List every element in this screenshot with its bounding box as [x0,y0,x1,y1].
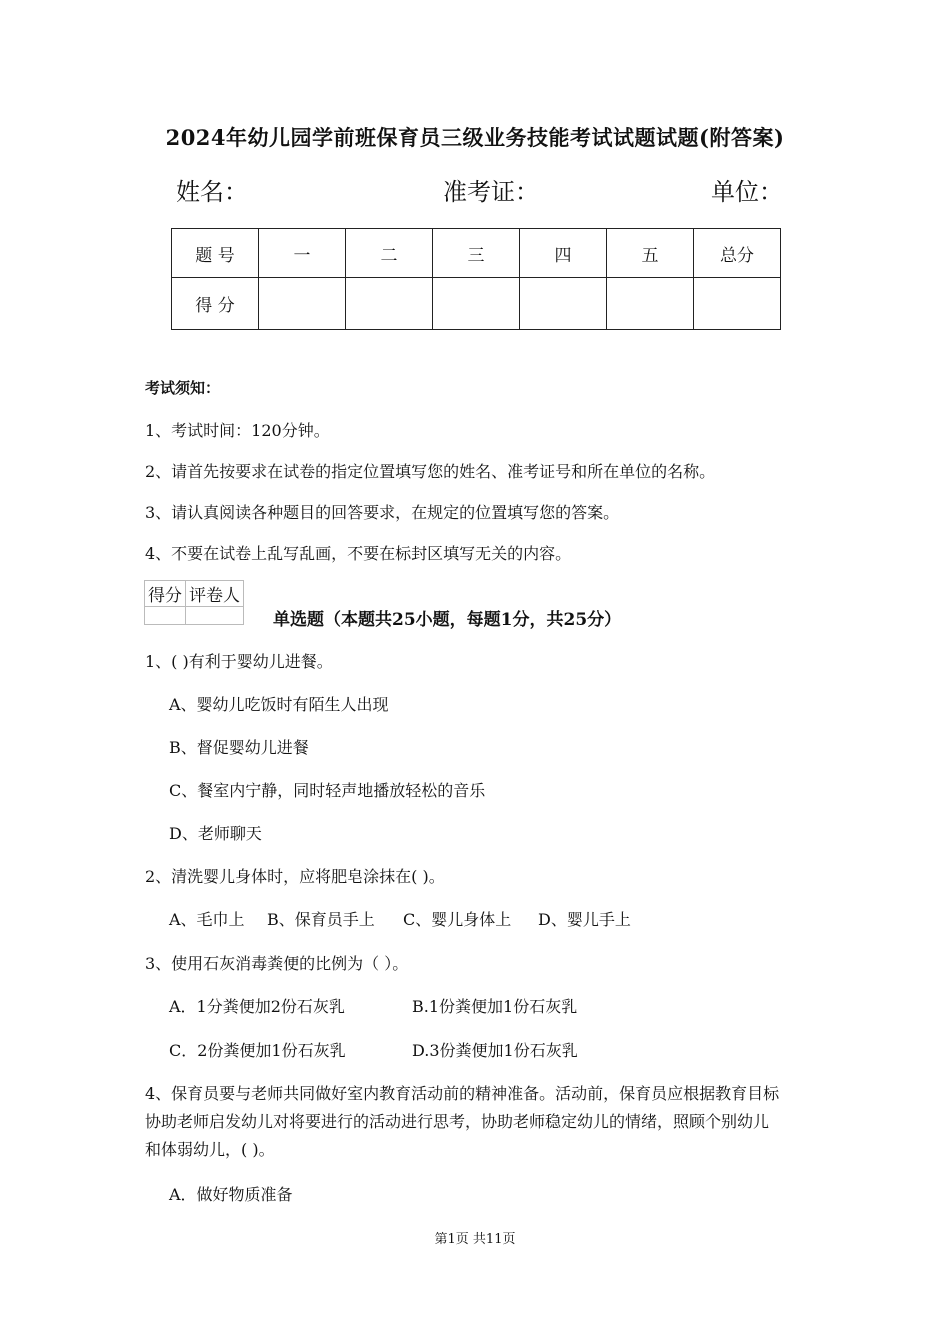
score-input-cell[interactable] [259,278,346,330]
score-table-cell: 一 [259,229,346,278]
note-item: 3、请认真阅读各种题目的回答要求，在规定的位置填写您的答案。 [145,503,620,522]
note-item: 4、不要在试卷上乱写乱画，不要在标封区填写无关的内容。 [145,544,572,563]
answer-option: A、婴幼儿吃饭时有陌生人出现 [169,695,389,714]
grader-score-cell[interactable] [145,607,186,625]
score-input-cell[interactable] [433,278,520,330]
question-stem: 4、保育员要与老师共同做好室内教育活动前的精神准备。活动前，保育员应根据教育目标 [145,1084,780,1103]
note-item: 2、请首先按要求在试卷的指定位置填写您的姓名、准考证号和所在单位的名称。 [145,462,716,481]
question-stem: 2、清洗婴儿身体时，应将肥皂涂抹在( )。 [145,867,445,886]
score-table-cell: 题 号 [172,229,259,278]
answer-option: D、老师聊天 [169,824,262,843]
score-table-cell: 五 [607,229,694,278]
grader-name-label: 评卷人 [186,581,244,607]
answer-option: C．2份粪便加1份石灰乳 [169,1041,346,1060]
score-table-cell: 三 [433,229,520,278]
score-input-cell[interactable] [694,278,781,330]
notes-title: 考试须知： [145,379,221,397]
score-input-cell[interactable] [607,278,694,330]
grader-name-cell[interactable] [186,607,244,625]
answer-option: B、保育员手上 [267,910,375,929]
document-title: 2024年幼儿园学前班保育员三级业务技能考试试题试题(附答案) [165,125,785,150]
score-table [171,228,781,330]
unit-field-label: 单位： [711,178,783,206]
answer-option: D、婴儿手上 [538,910,631,929]
answer-option: C、婴儿身体上 [403,910,512,929]
page-footer: 第1页 共11页 [434,1232,516,1247]
answer-option: A、毛巾上 [169,910,245,929]
score-table-cell: 总分 [694,229,781,278]
question-stem: 协助老师启发幼儿对将要进行的活动进行思考，协助老师稳定幼儿的情绪，照顾个别幼儿 [145,1112,770,1131]
score-table-score-row [172,278,781,330]
name-field-label: 姓名： [176,178,248,206]
score-table-cell: 四 [520,229,607,278]
score-table-header-row [172,229,781,278]
score-input-cell[interactable] [346,278,433,330]
answer-option: D.3份粪便加1份石灰乳 [412,1041,578,1060]
answer-option: A．1分粪便加2份石灰乳 [169,997,345,1016]
score-input-cell[interactable] [520,278,607,330]
grader-score-label: 得分 [145,581,186,607]
question-stem: 3、使用石灰消毒粪便的比例为（ ）。 [145,954,409,973]
grader-box [144,580,244,625]
exam-id-field-label: 准考证： [443,178,539,206]
score-table-cell: 二 [346,229,433,278]
note-item: 1、考试时间：120分钟。 [145,421,330,440]
answer-option: B.1份粪便加1份石灰乳 [412,997,578,1016]
answer-option: B、督促婴幼儿进餐 [169,738,309,757]
score-table-cell: 得 分 [172,278,259,330]
question-stem: 和体弱幼儿，( )。 [145,1140,275,1159]
question-stem: 1、( )有利于婴幼儿进餐。 [145,652,333,671]
answer-option: A．做好物质准备 [169,1185,293,1204]
answer-option: C、餐室内宁静，同时轻声地播放轻松的音乐 [169,781,486,800]
section-title: 单选题（本题共25小题，每题1分，共25分） [273,610,622,630]
